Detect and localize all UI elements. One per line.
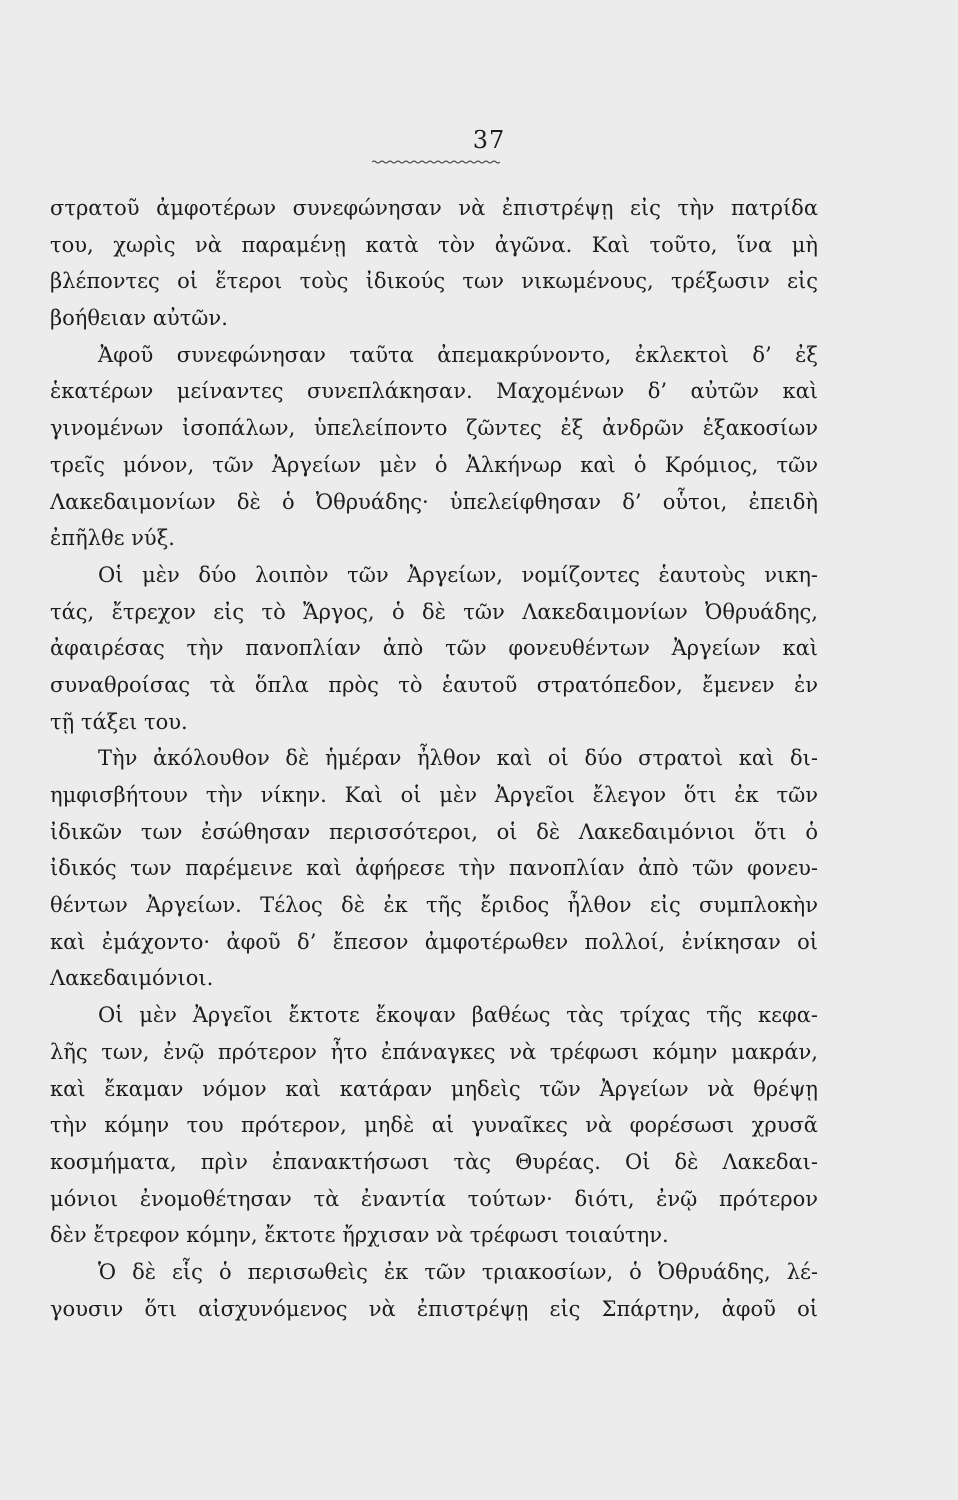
text-line: Τὴν ἀκόλουθον δὲ ἡμέραν ἦλθον καὶ οἱ δύο στρατοὶ καὶ δι- [98, 746, 818, 771]
page-number: 37 [472, 126, 506, 154]
text-line: Ἀφοῦ συνεφώνησαν ταῦτα ἀπεμακρύνοντο, ἐκλεκτοὶ δ’ ἐξ [98, 342, 818, 367]
text-line: ἀφαιρέσας τὴν πανοπλίαν ἀπὸ τῶν φονευθέντων Ἀργείων καὶ [50, 636, 818, 661]
text-line: τῇ τάξει του. [50, 709, 188, 734]
text-line: ἰδικός των παρέμεινε καὶ ἀφήρεσε τὴν πανοπλίαν ἀπὸ τῶν φονευ- [50, 856, 818, 881]
text-line: ἐπῆλθε νύξ. [50, 526, 175, 551]
body-text [50, 190, 818, 1327]
text-line: βλέποντες οἱ ἕτεροι τοὺς ἰδικούς των νικωμένους, τρέξωσιν εἰς [50, 269, 818, 294]
text-line: Ὁ δὲ εἷς ὁ περισωθεὶς ἐκ τῶν τριακοσίων, ὁ Ὀθρυάδης, λέ- [98, 1259, 818, 1284]
text-line: μόνιοι ἐνομοθέτησαν τὰ ἐναντία τούτων· διότι, ἐνῷ πρότερον [50, 1186, 818, 1211]
text-line: βοήθειαν αὐτῶν. [50, 306, 228, 331]
text-line: θέντων Ἀργείων. Τέλος δὲ ἐκ τῆς ἔριδος ἦλθον εἰς συμπλοκὴν [50, 893, 818, 918]
text-line: ἑκατέρων μείναντες συνεπλάκησαν. Μαχομένων δ’ αὐτῶν καὶ [50, 379, 818, 404]
text-line: κοσμήματα, πρὶν ἐπανακτήσωσι τὰς Θυρέας. Οἱ δὲ Λακεδαι- [50, 1149, 818, 1174]
text-line: Οἱ μὲν Ἀργεῖοι ἔκτοτε ἔκοψαν βαθέως τὰς τρίχας τῆς κεφα- [98, 1003, 818, 1028]
text-line: στρατοῦ ἀμφοτέρων συνεφώνησαν νὰ ἐπιστρέψῃ εἰς τὴν πατρίδα [50, 196, 818, 220]
text-line: καὶ ἐμάχοντο· ἀφοῦ δ’ ἔπεσον ἀμφοτέρωθεν πολλοί, ἐνίκησαν οἱ [50, 929, 818, 954]
text-line: τὴν κόμην του πρότερον, μηδὲ αἱ γυναῖκες νὰ φορέσωσι χρυσᾶ [50, 1113, 818, 1138]
text-line: ἰδικῶν των ἐσώθησαν περισσότεροι, οἱ δὲ Λακεδαιμόνιοι ὅτι ὁ [50, 819, 818, 844]
page-number-wavy-rule [372, 160, 500, 164]
text-line: δὲν ἔτρεφον κόμην, ἔκτοτε ἤρχισαν νὰ τρέφωσι τοιαύτην. [50, 1223, 669, 1248]
text-line: λῆς των, ἐνῷ πρότερον ἦτο ἐπάναγκες νὰ τρέφωσι κόμην μακράν, [50, 1039, 818, 1064]
text-line: γινομένων ἰσοπάλων, ὑπελείποντο ζῶντες ἐξ ἀνδρῶν ἑξακοσίων [50, 416, 818, 441]
text-line: Λακεδαιμόνιοι. [50, 966, 214, 991]
text-line: ημφισβήτουν τὴν νίκην. Καὶ οἱ μὲν Ἀργεῖοι ἔλεγον ὅτι ἐκ τῶν [50, 783, 818, 807]
text-line: συναθροίσας τὰ ὅπλα πρὸς τὸ ἑαυτοῦ στρατόπεδον, ἔμενεν ἐν [50, 672, 818, 697]
text-line: Οἱ μὲν δύο λοιπὸν τῶν Ἀργείων, νομίζοντες ἑαυτοὺς νικη- [98, 562, 818, 587]
text-line: του, χωρὶς νὰ παραμένῃ κατὰ τὸν ἀγῶνα. Καὶ τοῦτο, ἵνα μὴ [50, 232, 818, 257]
text-line: τρεῖς μόνον, τῶν Ἀργείων μὲν ὁ Ἀλκήνωρ καὶ ὁ Κρόμιος, τῶν [50, 452, 818, 477]
text-line: καὶ ἔκαμαν νόμον καὶ κατάραν μηδεὶς τῶν Ἀργείων νὰ θρέψῃ [50, 1076, 818, 1101]
text-line: τάς, ἔτρεχον εἰς τὸ Ἄργος, ὁ δὲ τῶν Λακεδαιμονίων Ὀθρυάδης, [50, 599, 818, 624]
text-line: Λακεδαιμονίων δὲ ὁ Ὀθρυάδης· ὑπελείφθησαν δ’ οὗτοι, ἐπειδὴ [50, 489, 818, 514]
text-line: γουσιν ὅτι αἰσχυνόμενος νὰ ἐπιστρέψῃ εἰς Σπάρτην, ἀφοῦ οἱ [50, 1296, 818, 1321]
